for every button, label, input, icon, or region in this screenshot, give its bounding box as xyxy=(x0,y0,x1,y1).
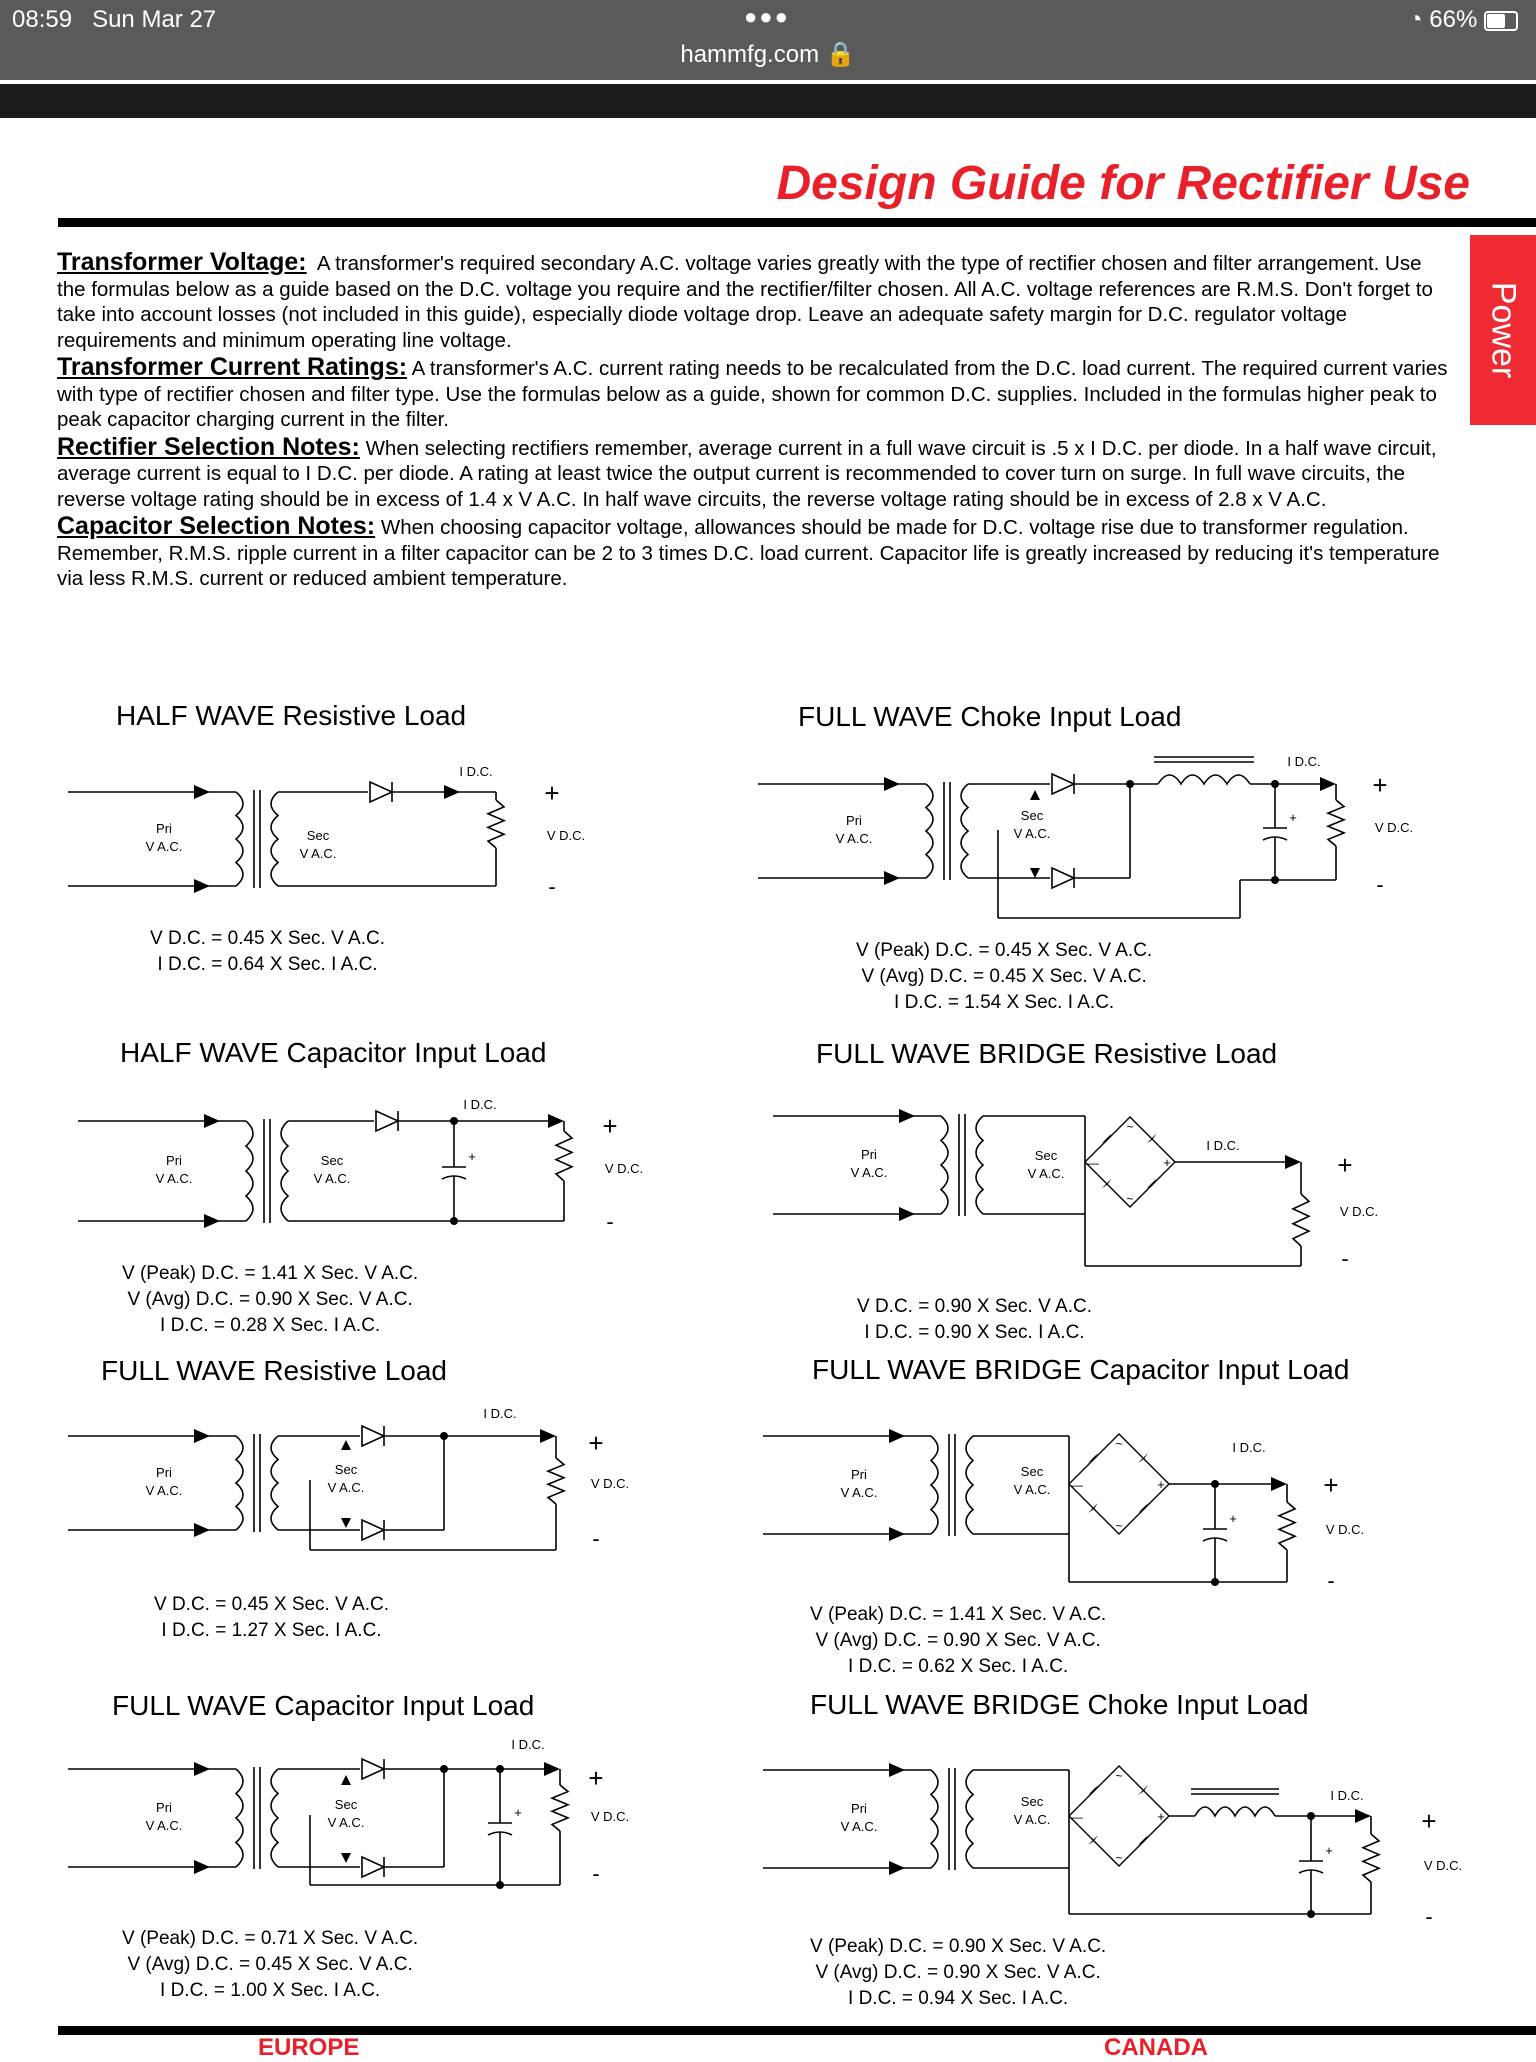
idc-label: I D.C. xyxy=(1287,754,1321,769)
formula-line: V (Peak) D.C. = 0.71 X Sec. V A.C. xyxy=(122,1928,419,1949)
pri-vac-label: V A.C. xyxy=(145,839,183,854)
sec-vac-label: V A.C. xyxy=(1013,826,1051,841)
sec-arrow-icon xyxy=(341,1440,351,1450)
schematic-full-wave-bridge-choke xyxy=(755,1750,1463,1930)
bridge-diode xyxy=(1138,1835,1148,1845)
schematic-full-wave-resistive xyxy=(60,1400,630,1580)
bridge-diode xyxy=(1102,1134,1112,1144)
title-rule xyxy=(58,218,1536,227)
footer-region-canada[interactable]: CANADA xyxy=(1104,2034,1208,2061)
bridge-ac-mark: ~ xyxy=(1115,1851,1123,1865)
sec-arrow-icon xyxy=(1030,790,1040,800)
output-minus: - xyxy=(1341,1246,1349,1271)
formula-line: V (Avg) D.C. = 0.90 X Sec. V A.C. xyxy=(815,1962,1101,1983)
diagram-title: HALF WAVE Capacitor Input Load xyxy=(120,1037,547,1068)
capacitor-polarity: + xyxy=(514,1805,522,1820)
bridge-plus: + xyxy=(1163,1155,1171,1170)
resistor-symbol xyxy=(488,800,504,848)
bridge-plus: + xyxy=(1157,1477,1165,1492)
sec-vac-label: V A.C. xyxy=(313,1171,351,1186)
winding-coil xyxy=(236,1769,243,1867)
output-plus: + xyxy=(602,1111,618,1141)
diode-symbol xyxy=(1052,774,1074,794)
pri-label: Pri xyxy=(166,1153,182,1168)
sec-label: Sec xyxy=(1034,1148,1058,1163)
output-plus: + xyxy=(588,1763,604,1793)
sec-arrow-icon xyxy=(341,1853,351,1863)
idc-label: I D.C. xyxy=(483,1406,517,1421)
idc-label: I D.C. xyxy=(459,764,493,779)
diagram-title: HALF WAVE Resistive Load xyxy=(116,700,467,731)
formula-block xyxy=(150,926,385,978)
pri-vac-label: V A.C. xyxy=(840,1485,878,1500)
formula-block xyxy=(810,1934,1106,2012)
bridge-diode xyxy=(1088,1785,1098,1795)
formula-line: V D.C. = 0.45 X Sec. V A.C. xyxy=(150,928,385,949)
winding-coil xyxy=(926,784,933,878)
note-text: When selecting rectifiers remember, average current in a full wave circuit is .5 x I D.C. per diode. In a half wave circuit, average current is equal to I D.C. per diode. A rating at least twice the output current is recommended to cover turn on surge. In full wave circuits, the reverse voltage rating should be in excess of 1.4 x V A.C. In half wave circuits, the reverse voltage rating should be in excess of 2.8 x V A.C. xyxy=(57,436,1437,511)
current-arrow-icon xyxy=(540,1429,556,1443)
bridge-ac-mark: ~ xyxy=(1115,1519,1123,1533)
bridge-diode xyxy=(1138,1503,1148,1513)
winding-coil xyxy=(931,1770,938,1868)
current-arrow-icon xyxy=(1355,1809,1371,1823)
sec-vac-label: V A.C. xyxy=(327,1815,365,1830)
formula-line: V (Avg) D.C. = 0.45 X Sec. V A.C. xyxy=(861,966,1147,987)
sec-vac-label: V A.C. xyxy=(327,1480,365,1495)
sec-arrow-icon xyxy=(1030,868,1040,878)
note-text: A transformer's A.C. current rating needs to be recalculated from the D.C. load current. The required current varies with type of rectifier chosen and filter type. Use the formulas below as a guide, shown for common D.C. supplies. Included in the formulas higher peak to peak capacitor charging current in the filter. xyxy=(57,357,1448,431)
formula-block xyxy=(154,1592,389,1644)
current-arrow-icon xyxy=(1320,777,1336,791)
lock-icon: 🔒 xyxy=(825,41,856,68)
choke-inductor xyxy=(1158,775,1250,784)
output-plus: + xyxy=(1372,770,1388,800)
winding-coil xyxy=(966,1770,973,1868)
footer-region-europe[interactable]: EUROPE xyxy=(258,2034,360,2061)
pri-vac-label: V A.C. xyxy=(840,1819,878,1834)
diagram-title: FULL WAVE Capacitor Input Load xyxy=(112,1690,535,1721)
page-header-band xyxy=(0,84,1536,118)
formula-line: V (Avg) D.C. = 0.90 X Sec. V A.C. xyxy=(815,1630,1101,1651)
formula-line: V (Peak) D.C. = 0.90 X Sec. V A.C. xyxy=(810,1936,1107,1957)
output-minus: - xyxy=(548,874,556,899)
formula-line: I D.C. = 1.27 X Sec. I A.C. xyxy=(161,1620,382,1641)
pri-label: Pri xyxy=(156,1800,172,1815)
bridge-ac-mark: ~ xyxy=(1126,1192,1134,1206)
idc-label: I D.C. xyxy=(1232,1440,1266,1455)
pri-label: Pri xyxy=(846,813,862,828)
sec-vac-label: V A.C. xyxy=(1027,1166,1065,1181)
winding-coil xyxy=(961,784,968,878)
note-text: A transformer's required secondary A.C. voltage varies greatly with the type of rectifier chosen and filter arrangement. Use the formulas below as a guide based on the D.C. voltage you require and the rectifier/filter chosen. All A.C. voltage references are R.M.S. Don't forget to take into account losses (not included in this guide), especially diode voltage drop. Leave an adequate safety margin for D.C. regulator voltage requirements and minimum operating line voltage. xyxy=(57,252,1433,352)
more-dots-icon[interactable]: ●●● xyxy=(744,4,790,29)
diagram-title: FULL WAVE BRIDGE Choke Input Load xyxy=(810,1689,1309,1720)
formula-line: V D.C. = 0.45 X Sec. V A.C. xyxy=(154,1594,389,1615)
diode-symbol xyxy=(376,1111,398,1131)
sec-vac-label: V A.C. xyxy=(1013,1812,1051,1827)
sec-vac-label: V A.C. xyxy=(1013,1482,1051,1497)
output-minus: - xyxy=(606,1209,614,1234)
idc-label: I D.C. xyxy=(463,1097,497,1112)
battery-icon xyxy=(1484,11,1518,31)
output-minus: - xyxy=(592,1861,600,1886)
vdc-label: V D.C. xyxy=(1423,1858,1463,1873)
note-transformer-voltage xyxy=(57,250,1452,353)
bridge-minus: — xyxy=(1087,1156,1099,1170)
winding-coil xyxy=(281,1121,288,1221)
formula-line: I D.C. = 1.00 X Sec. I A.C. xyxy=(160,1980,381,2001)
output-minus: - xyxy=(1327,1568,1335,1593)
formula-line: V (Avg) D.C. = 0.90 X Sec. V A.C. xyxy=(127,1289,413,1310)
current-arrow-icon xyxy=(1285,1155,1301,1169)
vdc-label: V D.C. xyxy=(590,1809,630,1824)
note-heading: Transformer Current Ratings: xyxy=(57,353,408,381)
address-bar[interactable]: hammfg.com 🔒 xyxy=(680,41,856,68)
diagram-title: FULL WAVE BRIDGE Capacitor Input Load xyxy=(812,1354,1350,1385)
note-text: When choosing capacitor voltage, allowances should be made for D.C. voltage rise due to transformer regulation. Remember, R.M.S. ripple current in a filter capacitor can be 2 to 3 times D.C. load current. Capacitor life is greatly increased by reducing it's temperature via less R.M.S. current or reduced ambient temperature. xyxy=(57,516,1440,590)
formula-line: I D.C. = 0.94 X Sec. I A.C. xyxy=(848,1988,1069,2009)
diode-symbol xyxy=(362,1520,384,1540)
power-tab-label: Power xyxy=(1484,281,1523,379)
diagram-title: FULL WAVE Choke Input Load xyxy=(798,701,1182,732)
winding-coil xyxy=(236,792,243,886)
formula-line: I D.C. = 0.64 X Sec. I A.C. xyxy=(157,954,378,975)
capacitor-polarity: + xyxy=(1289,810,1297,825)
idc-label: I D.C. xyxy=(1330,1788,1364,1803)
vdc-label: V D.C. xyxy=(546,828,586,843)
current-arrow-icon xyxy=(1271,1477,1287,1491)
battery-indicator: ◔ 66% xyxy=(1408,6,1518,34)
output-minus: - xyxy=(1376,872,1384,897)
pri-vac-label: V A.C. xyxy=(145,1818,183,1833)
pri-vac-label: V A.C. xyxy=(850,1165,888,1180)
formula-line: I D.C. = 0.62 X Sec. I A.C. xyxy=(848,1656,1069,1677)
status-time: 08:59 Sun Mar 27 xyxy=(12,6,217,33)
formula-line: I D.C. = 0.28 X Sec. I A.C. xyxy=(160,1315,381,1336)
bridge-ac-mark: ~ xyxy=(1115,1437,1123,1451)
vdc-label: V D.C. xyxy=(604,1161,644,1176)
schematic-full-wave-choke xyxy=(750,750,1414,940)
current-arrow-icon xyxy=(544,1762,560,1776)
output-plus: + xyxy=(544,778,560,808)
diagram-title: FULL WAVE BRIDGE Resistive Load xyxy=(816,1038,1278,1069)
pri-label: Pri xyxy=(851,1467,867,1482)
winding-coil xyxy=(236,1436,243,1530)
pri-label: Pri xyxy=(156,821,172,836)
sec-label: Sec xyxy=(334,1462,358,1477)
resistor-symbol xyxy=(1293,1194,1309,1246)
sec-label: Sec xyxy=(320,1153,344,1168)
resistor-symbol xyxy=(548,1458,564,1504)
diode-symbol xyxy=(1052,868,1074,888)
sec-label: Sec xyxy=(334,1797,358,1812)
pri-vac-label: V A.C. xyxy=(155,1171,193,1186)
pri-label: Pri xyxy=(851,1801,867,1816)
output-minus: - xyxy=(1425,1904,1433,1929)
note-heading: Transformer Voltage: xyxy=(57,248,307,276)
sec-arrow-icon xyxy=(341,1775,351,1785)
schematic-full-wave-bridge-resistive xyxy=(765,1100,1405,1280)
output-minus: - xyxy=(592,1526,600,1551)
formula-block xyxy=(856,938,1152,1016)
resistor-symbol xyxy=(556,1131,572,1181)
formula-line: V (Peak) D.C. = 1.41 X Sec. V A.C. xyxy=(810,1604,1107,1625)
formula-block xyxy=(122,1926,418,2004)
pri-vac-label: V A.C. xyxy=(835,831,873,846)
pri-label: Pri xyxy=(156,1465,172,1480)
winding-coil xyxy=(976,1116,983,1214)
resistor-symbol xyxy=(1328,800,1344,846)
diode-symbol xyxy=(370,782,392,802)
sec-vac-label: V A.C. xyxy=(299,846,337,861)
vdc-label: V D.C. xyxy=(1374,820,1414,835)
note-transformer-current xyxy=(57,355,1452,433)
bridge-minus: — xyxy=(1071,1810,1083,1824)
bridge-minus: — xyxy=(1071,1478,1083,1492)
pri-label: Pri xyxy=(861,1147,877,1162)
current-arrow-icon xyxy=(444,785,460,799)
resistor-symbol xyxy=(552,1785,568,1831)
diagram-title: FULL WAVE Resistive Load xyxy=(101,1355,447,1386)
output-plus: + xyxy=(1323,1470,1339,1500)
bridge-diode xyxy=(1088,1453,1098,1463)
choke-inductor xyxy=(1195,1807,1275,1816)
bridge-ac-mark: ~ xyxy=(1126,1120,1134,1134)
note-rectifier-selection xyxy=(57,432,1452,513)
idc-label: I D.C. xyxy=(511,1737,545,1752)
bridge-diode xyxy=(1147,1179,1157,1189)
page-title: Design Guide for Rectifier Use xyxy=(776,157,1470,210)
vdc-label: V D.C. xyxy=(590,1476,630,1491)
schematic-full-wave-capacitor xyxy=(60,1735,630,1915)
design-notes xyxy=(57,250,1452,594)
vdc-label: V D.C. xyxy=(1325,1522,1365,1537)
schematic-half-wave-resistive xyxy=(60,750,620,910)
resistor-symbol xyxy=(1279,1502,1295,1550)
sec-label: Sec xyxy=(1020,1464,1044,1479)
winding-coil xyxy=(271,792,278,886)
bridge-plus: + xyxy=(1157,1809,1165,1824)
note-capacitor-selection xyxy=(57,514,1452,592)
output-plus: + xyxy=(588,1428,604,1458)
sec-label: Sec xyxy=(1020,1794,1044,1809)
formula-block xyxy=(810,1602,1106,1680)
vdc-label: V D.C. xyxy=(1339,1204,1379,1219)
note-heading: Rectifier Selection Notes: xyxy=(57,432,360,461)
winding-coil xyxy=(931,1436,938,1534)
formula-line: I D.C. = 1.54 X Sec. I A.C. xyxy=(894,992,1115,1013)
formula-block xyxy=(857,1294,1092,1346)
resistor-symbol xyxy=(1363,1834,1379,1882)
formula-line: V D.C. = 0.90 X Sec. V A.C. xyxy=(857,1296,1092,1317)
schematic-full-wave-bridge-capacitor xyxy=(755,1418,1375,1598)
sec-label: Sec xyxy=(306,828,330,843)
sec-label: Sec xyxy=(1020,808,1044,823)
note-heading: Capacitor Selection Notes: xyxy=(57,512,376,540)
winding-coil xyxy=(966,1436,973,1534)
wifi-icon: ◔ xyxy=(1408,6,1423,33)
diode-symbol xyxy=(362,1857,384,1877)
current-arrow-icon xyxy=(548,1114,564,1128)
status-bar xyxy=(0,0,1536,80)
winding-coil xyxy=(246,1121,253,1221)
formula-line: I D.C. = 0.90 X Sec. I A.C. xyxy=(864,1322,1085,1343)
winding-coil xyxy=(271,1769,278,1867)
winding-coil xyxy=(941,1116,948,1214)
capacitor-polarity: + xyxy=(1325,1843,1333,1858)
sec-arrow-icon xyxy=(341,1518,351,1528)
idc-label: I D.C. xyxy=(1206,1138,1240,1153)
diode-symbol xyxy=(362,1759,384,1779)
capacitor-polarity: + xyxy=(1229,1511,1237,1526)
output-plus: + xyxy=(1421,1806,1437,1836)
capacitor-polarity: + xyxy=(468,1149,476,1164)
bridge-ac-mark: ~ xyxy=(1115,1769,1123,1783)
formula-line: V (Peak) D.C. = 1.41 X Sec. V A.C. xyxy=(122,1263,419,1284)
output-plus: + xyxy=(1337,1150,1353,1180)
formula-line: V (Peak) D.C. = 0.45 X Sec. V A.C. xyxy=(856,940,1153,961)
formula-block xyxy=(122,1261,418,1339)
winding-coil xyxy=(271,1436,278,1530)
schematic-half-wave-capacitor xyxy=(70,1085,644,1245)
pri-vac-label: V A.C. xyxy=(145,1483,183,1498)
formula-line: V (Avg) D.C. = 0.45 X Sec. V A.C. xyxy=(127,1954,413,1975)
diode-symbol xyxy=(362,1426,384,1446)
power-side-tab[interactable] xyxy=(1470,235,1536,425)
